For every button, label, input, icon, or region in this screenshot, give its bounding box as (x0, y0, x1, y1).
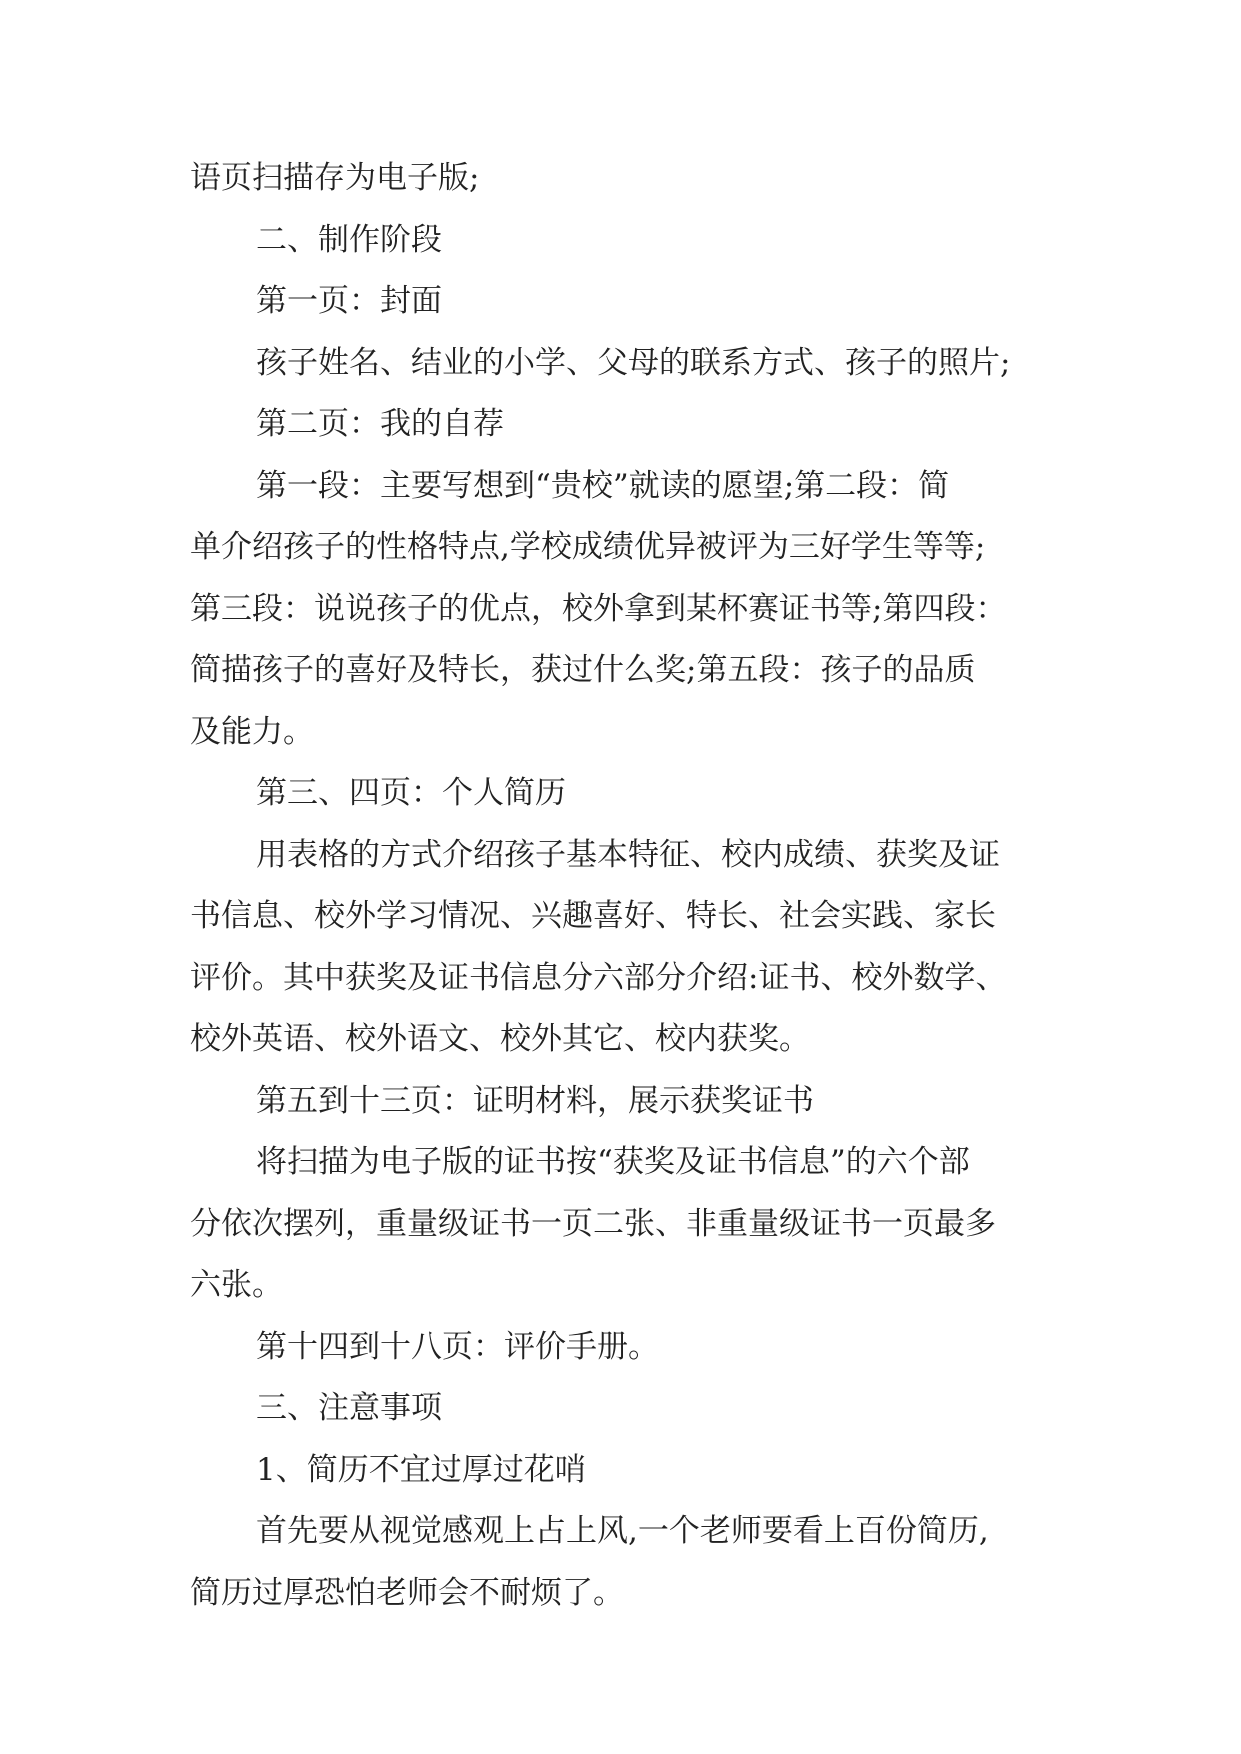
text-line: 第一段：主要写想到“贵校”就读的愿望;第二段：简 (256, 467, 950, 504)
text-line: 语页扫描存为电子版; (190, 160, 480, 196)
text-line: 1、简历不宜过厚过花哨 (256, 1451, 586, 1488)
text-line: 第三段：说说孩子的优点，校外拿到某杯赛证书等;第四段： (190, 590, 1007, 627)
text-line: 用表格的方式介绍孩子基本特征、校内成绩、获奖及证 (256, 836, 1000, 873)
text-line: 第一页：封面 (256, 283, 442, 319)
text-line: 及能力。 (190, 713, 314, 750)
text-line: 评价。其中获奖及证书信息分六部分介绍:证书、校外数学、 (190, 959, 1007, 996)
text-line: 简历过厚恐怕老师会不耐烦了。 (190, 1574, 624, 1611)
text-line: 第五到十三页：证明材料，展示获奖证书 (256, 1082, 814, 1119)
text-line: 首先要从视觉感观上占上风,一个老师要看上百份简历, (256, 1513, 989, 1549)
text-line: 孩子姓名、结业的小学、父母的联系方式、孩子的照片; (256, 344, 1011, 381)
text-line: 书信息、校外学习情况、兴趣喜好、特长、社会实践、家长 (190, 898, 996, 934)
text-line: 第二页：我的自荐 (256, 406, 504, 442)
text-line: 第三、四页：个人简历 (256, 775, 566, 811)
text-line: 六张。 (190, 1267, 283, 1303)
document-body (190, 148, 1060, 1624)
section-heading: 三、注意事项 (256, 1390, 442, 1426)
text-line: 校外英语、校外语文、校外其它、校内获奖。 (190, 1021, 810, 1057)
text-line: 分依次摆列，重量级证书一页二张、非重量级证书一页最多 (190, 1205, 996, 1242)
text-line: 简描孩子的喜好及特长，获过什么奖;第五段：孩子的品质 (190, 652, 976, 688)
section-heading: 二、制作阶段 (256, 221, 442, 258)
text-line: 将扫描为电子版的证书按“获奖及证书信息”的六个部 (256, 1144, 970, 1180)
text-line: 第十四到十八页：评价手册。 (256, 1328, 659, 1365)
text-line: 单介绍孩子的性格特点,学校成绩优异被评为三好学生等等; (190, 529, 986, 565)
